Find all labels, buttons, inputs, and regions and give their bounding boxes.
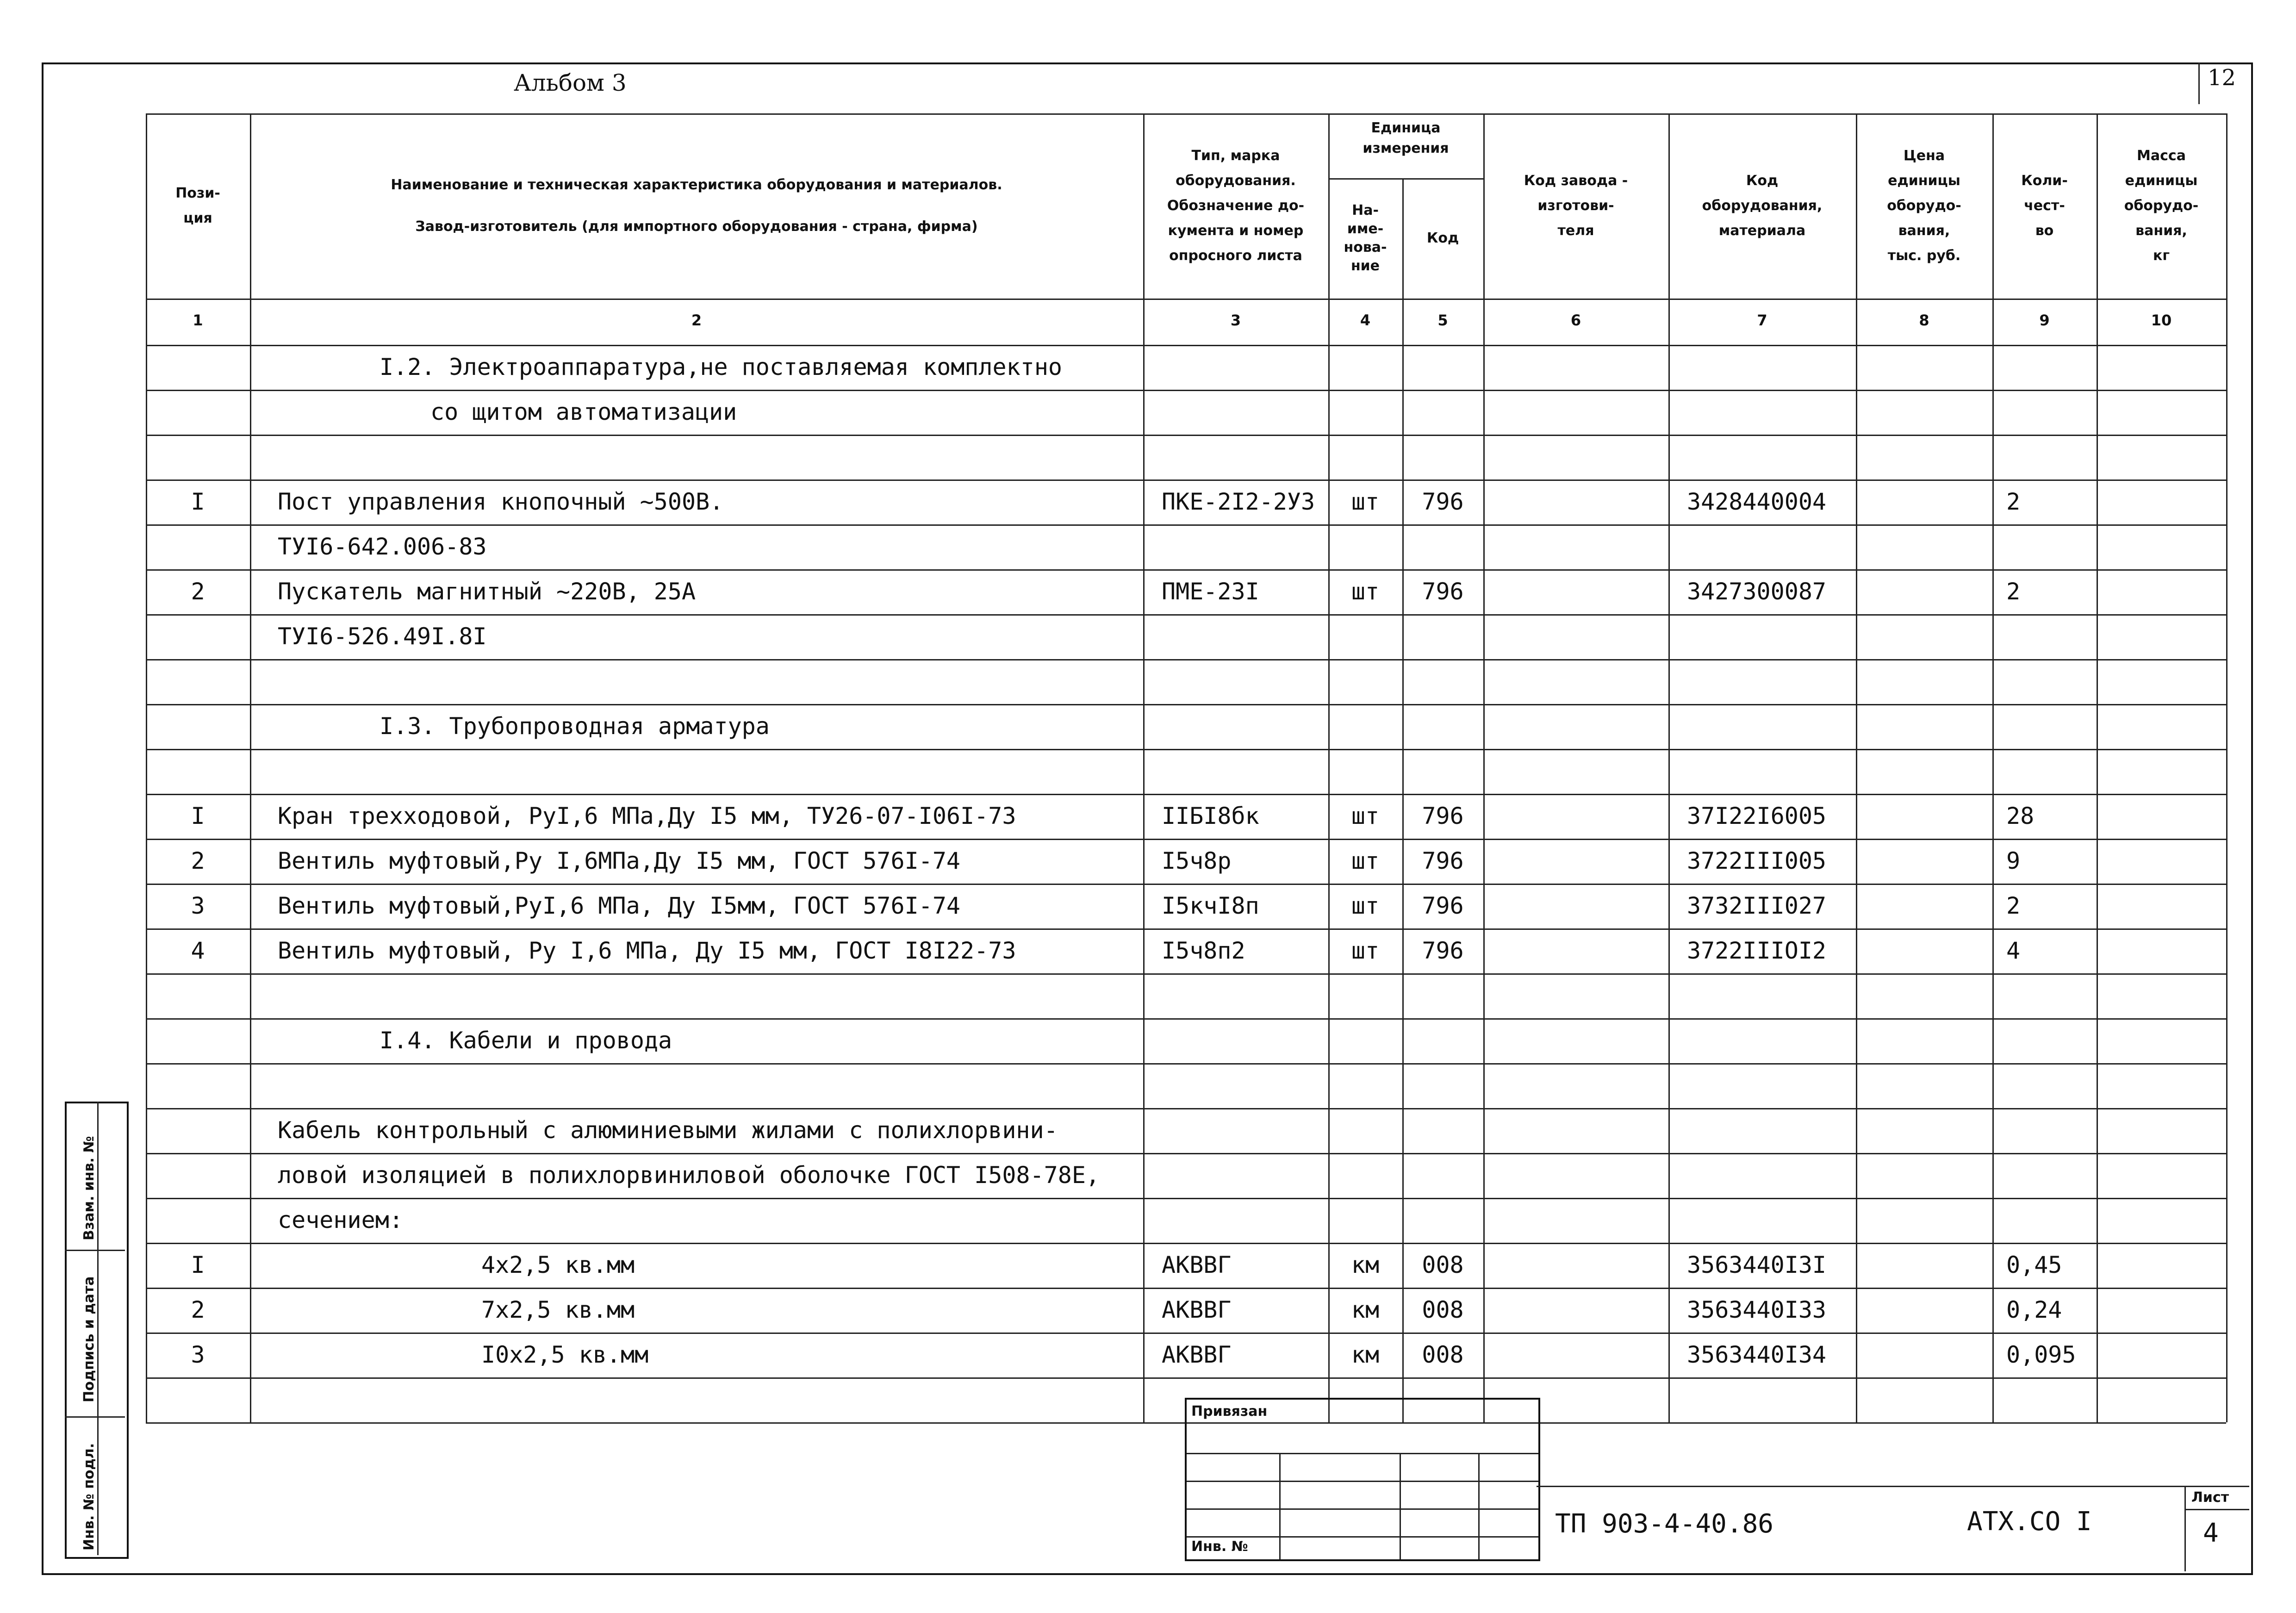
row-type: ПМЕ-23I xyxy=(1162,578,1259,605)
grid-line xyxy=(250,113,251,1422)
row-type: АКВВГ xyxy=(1162,1341,1232,1368)
inv-label: Инв. № xyxy=(1191,1538,1248,1555)
row-unit: км xyxy=(1351,1252,1380,1278)
row-pos: 3 xyxy=(191,892,205,919)
side-label-replace: Взам. инв. № xyxy=(81,1136,97,1240)
sheet-number: 4 xyxy=(2203,1518,2219,1548)
column-header-7: Код оборудования, материала xyxy=(1702,173,1823,239)
row-line xyxy=(146,435,2226,436)
side-divider xyxy=(65,1250,125,1251)
column-number-3: 3 xyxy=(1230,311,1241,329)
grid-line xyxy=(1143,113,1145,1422)
row-eqcode: 3563440I34 xyxy=(1687,1341,1827,1368)
column-header-5: Код xyxy=(1426,230,1459,246)
sheet-cell-divider xyxy=(2184,1509,2249,1510)
row-eqcode: 3722III005 xyxy=(1687,847,1827,874)
row-name: Вентиль муфтовый,Ру I,6МПа,Ду I5 мм, ГОСТ 576I-74 xyxy=(278,847,961,874)
row-name: 4х2,5 кв.мм xyxy=(481,1252,635,1278)
row-line xyxy=(146,1063,2226,1065)
row-qty: 0,45 xyxy=(2006,1252,2062,1278)
row-unit: шт xyxy=(1351,803,1380,829)
row-line xyxy=(146,794,2226,795)
title-block-top xyxy=(1537,1486,2249,1487)
row-type: АКВВГ xyxy=(1162,1296,1232,1323)
row-line xyxy=(146,928,2226,930)
column-number-8: 8 xyxy=(1919,311,1929,329)
row-unit: шт xyxy=(1351,847,1380,874)
row-code: 796 xyxy=(1422,578,1464,605)
row-pos: I xyxy=(191,803,205,829)
doc-code: ТП 903-4-40.86 xyxy=(1555,1509,1774,1539)
row-line xyxy=(146,1108,2226,1109)
row-pos: 2 xyxy=(191,1296,205,1323)
row-line xyxy=(146,614,2226,616)
row-unit: шт xyxy=(1351,892,1380,919)
row-line xyxy=(146,1153,2226,1154)
row-line xyxy=(146,1288,2226,1289)
row-eqcode: 3722IIIOI2 xyxy=(1687,937,1827,964)
row-line xyxy=(146,704,2226,705)
row-qty: 0,095 xyxy=(2006,1341,2076,1368)
row-line xyxy=(146,659,2226,660)
grid-line xyxy=(1856,113,1857,1422)
grid-line xyxy=(2226,113,2228,1422)
row-name: I.2. Электроаппаратура,не поставляемая комплектно xyxy=(380,354,1063,380)
row-line xyxy=(146,1377,2226,1379)
row-name: Пост управления кнопочный ~500В. xyxy=(278,488,724,515)
row-eqcode: 3428440004 xyxy=(1687,488,1827,515)
sheet-cell-divider xyxy=(2184,1486,2186,1571)
row-name: Вентиль муфтовый, Ру I,6 МПа, Ду I5 мм, ГОСТ I8I22-73 xyxy=(278,937,1016,964)
row-eqcode: 3563440I3I xyxy=(1687,1252,1827,1278)
row-line xyxy=(146,1333,2226,1334)
row-code: 008 xyxy=(1422,1296,1464,1323)
row-code: 796 xyxy=(1422,937,1464,964)
column-header-3: Тип, марка оборудования. Обозначение до- кумента и номер опросного листа xyxy=(1167,148,1305,264)
side-label-inv: Инв. № подл. xyxy=(81,1443,97,1551)
row-code: 008 xyxy=(1422,1341,1464,1368)
row-type: АКВВГ xyxy=(1162,1252,1232,1278)
row-type: I5ч8п2 xyxy=(1162,937,1245,964)
row-name: ТУI6-526.49I.8I xyxy=(278,623,487,650)
row-qty: 28 xyxy=(2006,803,2035,829)
column-number-bottom xyxy=(146,345,2226,346)
sheet-code: АТХ.СО I xyxy=(1967,1507,2092,1537)
row-qty: 2 xyxy=(2006,892,2021,919)
row-eqcode: 37I22I6005 xyxy=(1687,803,1827,829)
row-name: 7х2,5 кв.мм xyxy=(481,1296,635,1323)
column-header-8: Цена единицы оборудо- вания, тыс. руб. xyxy=(1887,148,1961,264)
column-header-2: Наименование и техническая характеристика оборудования и материалов. Завод-изготовитель (для импортного оборудования - страна, фирма) xyxy=(391,177,1002,235)
grid-line xyxy=(1402,178,1404,1422)
row-unit: шт xyxy=(1351,937,1380,964)
row-line xyxy=(146,973,2226,975)
row-qty: 2 xyxy=(2006,488,2021,515)
row-code: 796 xyxy=(1422,892,1464,919)
row-name: Кабель контрольный с алюминиевыми жилами с полихлорвини- xyxy=(278,1117,1058,1144)
row-name: Пускатель магнитный ~220В, 25А xyxy=(278,578,696,605)
row-qty: 9 xyxy=(2006,847,2021,874)
column-number-4: 4 xyxy=(1360,311,1371,329)
linked-stamp xyxy=(1185,1398,1540,1561)
row-code: 796 xyxy=(1422,488,1464,515)
side-divider xyxy=(65,1416,125,1418)
row-name: I.4. Кабели и провода xyxy=(380,1027,672,1054)
row-code: 796 xyxy=(1422,847,1464,874)
header-bottom xyxy=(146,299,2226,300)
row-name: сечением: xyxy=(278,1207,403,1233)
row-eqcode: 3563440I33 xyxy=(1687,1296,1827,1323)
sheet-label: Лист xyxy=(2191,1489,2229,1506)
row-pos: 2 xyxy=(191,578,205,605)
row-pos: 2 xyxy=(191,847,205,874)
album-title: Альбом 3 xyxy=(514,69,627,96)
corner-number: 12 xyxy=(2208,65,2236,91)
column-number-6: 6 xyxy=(1570,311,1581,329)
grid-line xyxy=(146,113,147,1422)
grid-line xyxy=(1483,113,1485,1422)
row-line xyxy=(146,524,2226,526)
row-pos: I xyxy=(191,1252,205,1278)
row-qty: 4 xyxy=(2006,937,2021,964)
corner-divider xyxy=(2198,62,2200,104)
column-header-1: Пози- ция xyxy=(175,185,220,226)
column-number-7: 7 xyxy=(1757,311,1767,329)
side-label-signature: Подпись и дата xyxy=(81,1276,97,1402)
row-line xyxy=(146,569,2226,571)
column-header-9: Коли- чест- во xyxy=(2021,173,2068,239)
row-name: I.3. Трубопроводная арматура xyxy=(380,713,770,740)
row-line xyxy=(146,839,2226,840)
grid-line xyxy=(1668,113,1670,1422)
row-qty: 0,24 xyxy=(2006,1296,2062,1323)
row-unit: км xyxy=(1351,1296,1380,1323)
row-line xyxy=(146,1198,2226,1199)
column-header-10: Масса единицы оборудо- вания, кг xyxy=(2124,148,2199,264)
grid-line xyxy=(1328,113,1330,1422)
column-number-9: 9 xyxy=(2039,311,2050,329)
column-number-1: 1 xyxy=(193,311,203,329)
row-line xyxy=(146,1243,2226,1244)
column-number-5: 5 xyxy=(1437,311,1448,329)
row-name: ТУI6-642.006-83 xyxy=(278,533,487,560)
row-pos: 3 xyxy=(191,1341,205,1368)
grid-line xyxy=(1992,113,1994,1422)
column-header-6: Код завода - изготови- теля xyxy=(1524,173,1628,239)
row-qty: 2 xyxy=(2006,578,2021,605)
row-type: I5кчI8п xyxy=(1162,892,1259,919)
row-name: Вентиль муфтовый,РуI,6 МПа, Ду I5мм, ГОСТ 576I-74 xyxy=(278,892,961,919)
linked-label: Привязан xyxy=(1191,1403,1268,1420)
column-number-2: 2 xyxy=(691,311,702,329)
row-unit: км xyxy=(1351,1341,1380,1368)
row-name: Кран трехходовой, РуI,6 МПа,Ду I5 мм, ТУ26-07-I06I-73 xyxy=(278,803,1016,829)
row-line xyxy=(146,749,2226,750)
row-line xyxy=(146,480,2226,481)
row-code: 796 xyxy=(1422,803,1464,829)
column-number-10: 10 xyxy=(2151,311,2172,329)
row-eqcode: 3427300087 xyxy=(1687,578,1827,605)
row-name: I0х2,5 кв.мм xyxy=(481,1341,649,1368)
row-type: ПКЕ-2I2-2У3 xyxy=(1162,488,1315,515)
row-type: I5ч8р xyxy=(1162,847,1232,874)
unit-group-header: Единица измерения xyxy=(1363,120,1449,156)
side-divider xyxy=(97,1102,99,1555)
grid-line xyxy=(2097,113,2098,1422)
row-code: 008 xyxy=(1422,1252,1464,1278)
row-line xyxy=(146,884,2226,885)
row-line xyxy=(146,1018,2226,1020)
row-line xyxy=(146,390,2226,391)
row-name: со щитом автоматизации xyxy=(430,399,737,425)
row-eqcode: 3732III027 xyxy=(1687,892,1827,919)
row-unit: шт xyxy=(1351,578,1380,605)
row-pos: 4 xyxy=(191,937,205,964)
row-unit: шт xyxy=(1351,488,1380,515)
row-name: ловой изоляцией в полихлорвиниловой оболочке ГОСТ I508-78Е, xyxy=(278,1162,1100,1189)
column-header-4: На- име- нова- ние xyxy=(1344,202,1387,274)
row-pos: I xyxy=(191,488,205,515)
row-type: IIБI8бк xyxy=(1162,803,1259,829)
